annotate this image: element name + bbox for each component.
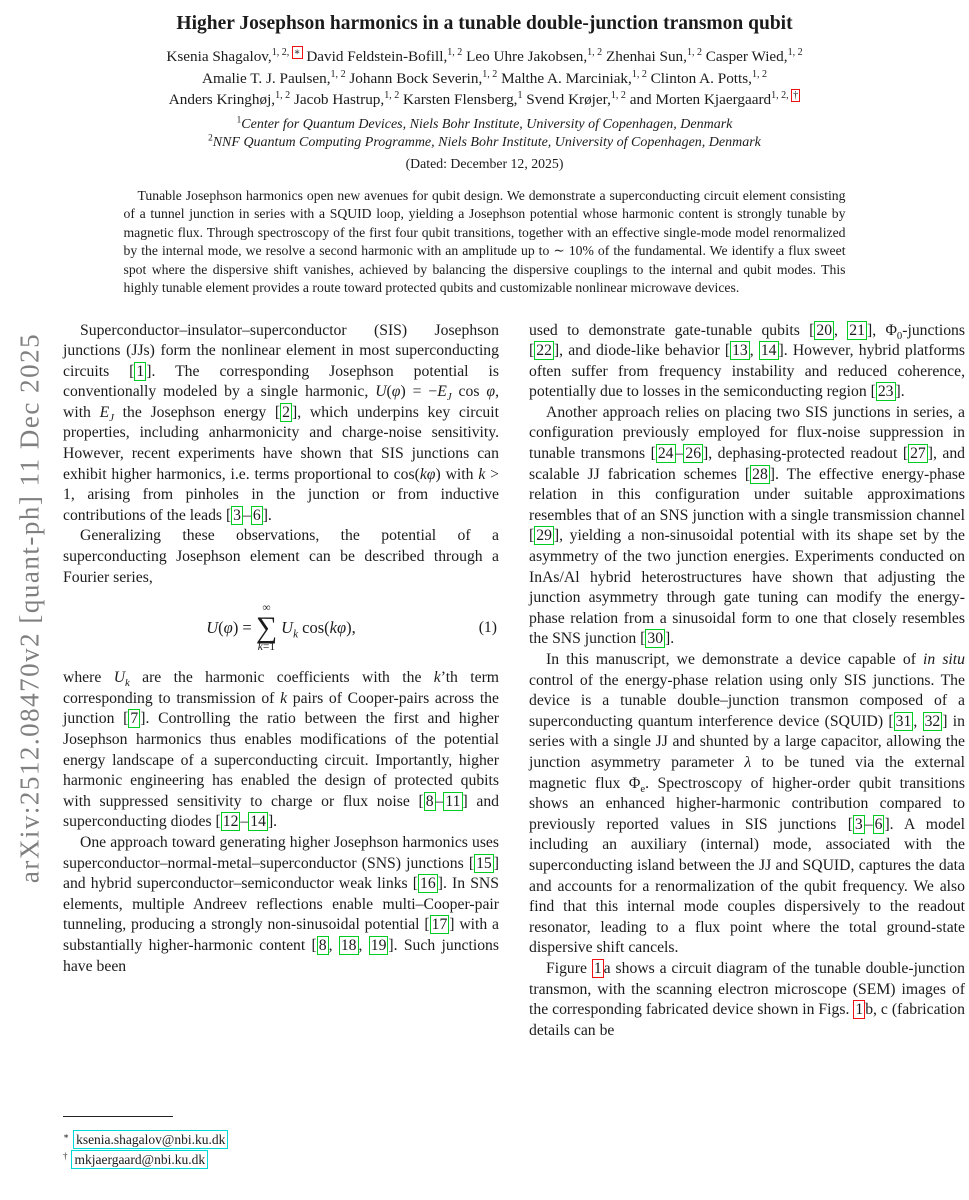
footnote-line xyxy=(63,1150,500,1170)
email-link[interactable]: mkjaergaard@nbi.ku.dk xyxy=(71,1150,208,1169)
citation-link[interactable]: 17 xyxy=(431,916,448,934)
arxiv-watermark xyxy=(15,333,46,883)
email-link[interactable]: ksenia.shagalov@nbi.ku.dk xyxy=(73,1130,228,1149)
italic-text: Center for Quantum Devices, Niels Bohr Institute, University of Copenhagen, Denmark xyxy=(241,116,733,132)
italic-text: in situ xyxy=(923,651,965,668)
figure-ref-link[interactable]: 1 xyxy=(593,959,602,977)
body-paragraph: Generalizing these observations, the potential of a superconducting Josephson element can be described through a Fourier series, xyxy=(63,527,499,586)
affiliation-superscript: 1, 2 xyxy=(587,46,603,58)
citation-link[interactable]: 28 xyxy=(752,465,768,483)
subscript: J xyxy=(446,391,452,404)
citation-link[interactable]: 8 xyxy=(318,936,327,954)
citation-link[interactable]: 1 xyxy=(136,362,145,380)
math-symbol: U xyxy=(281,617,294,637)
affiliation-block xyxy=(0,113,969,153)
citation-link[interactable]: 16 xyxy=(420,875,436,893)
body-paragraph: used to demonstrate gate-tunable qubits [ 20 , 21 ], $\Phi_0$-junctions [ 22 ], and diode-like behavior [ 13 , 14 ]. However, hybrid platforms often suffer from frequency instability and reduced coherence, potentially due to losses in the semiconducting region [ 23 ]. xyxy=(529,321,965,401)
citation-link[interactable]: 19 xyxy=(370,936,387,954)
dated-line: (Dated: December 12, 2025) xyxy=(405,155,564,171)
citation-link[interactable]: 18 xyxy=(340,936,357,954)
affiliation-superscript: 1, 2 xyxy=(482,68,498,80)
author-line: Anders Kringhøj,$^{1, 2}$ Jacob Hastrup,$^{1, 2}$ Karsten Flensberg,$^1$ Svend Krøjer,$^{1, 2}$ and Morten Kjaergaard$^{1, 2,}$ † xyxy=(168,89,799,108)
affiliation-superscript: 2 xyxy=(208,132,213,143)
equation-1 xyxy=(63,597,499,659)
math-symbol: U xyxy=(375,383,387,401)
math-symbol: λ xyxy=(744,753,752,771)
footnote-marker-link[interactable]: ∗ xyxy=(293,46,301,58)
affiliation-superscript: 1, 2 xyxy=(447,46,463,58)
citation-link[interactable]: 8 xyxy=(425,792,434,810)
footnote-rule xyxy=(63,1116,173,1117)
citation-link[interactable]: 3 xyxy=(854,815,863,833)
author-line: Ksenia Shagalov,$^{1, 2,}$ ∗ David Feldstein-Bofill,$^{1, 2}$ Leo Uhre Jakobsen,$^{1, 2}$ Zhenhai Sun,$^{1, 2}$ Casper Wied,$^{1, 2}$ xyxy=(166,46,803,65)
affiliation-superscript: 1, 2 xyxy=(751,68,767,80)
citation-link[interactable]: 24 xyxy=(657,445,674,463)
citation-link[interactable]: 15 xyxy=(476,854,492,872)
citation-link[interactable]: 6 xyxy=(874,815,883,833)
author-line: Amalie T. J. Paulsen,$^{1, 2}$ Johann Bock Severin,$^{1, 2}$ Malthe A. Marciniak,$^{1, 2}$ Clinton A. Potts,$^{1, 2}$ xyxy=(202,68,767,87)
affiliation-superscript: 1, 2, xyxy=(271,46,292,58)
math-symbol: E xyxy=(437,383,447,401)
author-block xyxy=(0,46,969,111)
footnote-marker: ∗ xyxy=(63,1130,70,1141)
body-paragraph: Another approach relies on placing two SIS junctions in series, a configuration previously employed for flux-noise suppression in tunable transmons [ 24 – 26 ], dephasing-protected readout [ 27 ], and scalable JJ fabrication schemes [ 28 ]. The effective energy-phase relation in this configuration under suitable approximations resembles that of an SNS junction with a single transmission channel [ 29 ], yielding a non-sinusoidal potential with its shape set by the asymmetry of the two junction energies. Experiments conducted on InAs/Al hybrid heterostructures have shown that adjusting the junction asymmetry through gate tuning can modify the energy-phase relation from a sinusoidal form to one that closely resembles the SNS junction [ 30 ]. xyxy=(529,403,966,648)
citation-link[interactable]: 13 xyxy=(732,342,748,360)
math-symbol: U xyxy=(206,617,219,637)
two-column-body xyxy=(63,321,965,1042)
math-symbol: U xyxy=(113,669,126,687)
affiliation-superscript: 1, 2 xyxy=(384,89,400,101)
affiliation-superscript: 1 xyxy=(517,89,523,101)
citation-link[interactable]: 12 xyxy=(222,813,239,831)
abstract: Tunable Josephson harmonics open new avenues for qubit design. We demonstrate a superconducting circuit element consisting of a tunnel junction in series with a SQUID loop, yielding a Josephson potential whose harmonic content is strongly tunable by magnetic flux. Through spectroscopy of the first four qubit transitions, together with an effective single-mode model renormalized by the internal mode, we resolve a second harmonic with an amplitude up to ∼ 10% of the fundamental. We identify a flux sweet spot where the dispersive shift vanishes, achieved by balancing the dispersive couplings to the internal and qubit modes. This highly tunable element provides a route toward protected qubits and customizable nonlinear microwave devices. xyxy=(123,187,846,295)
subscript: J xyxy=(109,412,114,425)
citation-link[interactable]: 30 xyxy=(647,630,664,648)
affiliation-superscript: 1 xyxy=(236,113,242,124)
affiliation-superscript: 1, 2 xyxy=(686,46,702,58)
affiliation-line xyxy=(0,134,969,153)
math-symbol: φ xyxy=(223,617,233,637)
math-symbol: k xyxy=(257,640,263,653)
affiliation-superscript: 1, 2 xyxy=(275,89,291,101)
citation-link[interactable]: 6 xyxy=(252,506,261,524)
equation-lhs: U(φ) = xyxy=(206,617,252,637)
citation-link[interactable]: 20 xyxy=(816,321,833,339)
math-symbol: φ xyxy=(391,383,401,401)
citation-link[interactable]: 11 xyxy=(445,792,461,810)
body-paragraph: In this manuscript, we demonstrate a device capable of in situ control of the energy-phase relation using only SIS junctions. The device is a tunable double–junction transmon composed of a superconducting quantum interference device (SQUID) [ 31 , 32 ] in series with a single JJ and shunted by a large capacitor, allowing the junction asymmetry parameter λ to be tuned via the external magnetic flux $\Phi_e$. Spectroscopy of higher-order qubit transitions shows an enhanced higher-harmonic contribution compared to previously reported values in SIS junctions [ 3 – 6 ]. A model including an auxiliary (internal) mode, associated with the superconducting island between the JJ and SQUID, captures the data and accounts for a renormalization of the qubit frequency. We also find that this internal mode couples dispersively to the readout resonator, leading to a flux point where the total ground-state dispersive shift cancels. xyxy=(529,651,965,957)
footnote-marker xyxy=(791,89,800,102)
affiliation-superscript: 1, 2 xyxy=(787,46,803,58)
subscript: k xyxy=(125,677,130,690)
footnote-marker: † xyxy=(63,1150,68,1161)
citation-link[interactable]: 23 xyxy=(877,383,894,401)
body-paragraph: One approach toward generating higher Josephson harmonics uses superconductor–normal-metal–superconductor (SNS) junctions [ 15 ] and hybrid superconductor–semiconductor weak links [ 16 ]. In SNS elements, multiple Andreev reflections enable multi–Cooper-pair tunneling, producing a strongly non-sinusoidal potential [ 17 ] with a substantially higher-harmonic content [ 8 , 18 , 19 ]. Such junctions have been xyxy=(63,833,500,975)
body-paragraph: Figure 1 a shows a circuit diagram of the tunable double-junction transmon, with the scanning electron microscope (SEM) images of the corresponding fabricated device shown in Figs. 1 b, c (fabrication details can be xyxy=(529,959,965,1039)
citation-link[interactable]: 27 xyxy=(910,445,926,463)
equation-body xyxy=(206,602,356,654)
subscript: k xyxy=(293,628,299,641)
citation-link[interactable]: 29 xyxy=(536,527,552,545)
math-symbol: E xyxy=(99,403,110,421)
math-symbol: k xyxy=(433,669,441,687)
paper-title: Higher Josephson harmonics in a tunable double-junction transmon qubit xyxy=(176,13,793,34)
citation-link[interactable]: 21 xyxy=(849,321,865,339)
right-column xyxy=(529,321,965,1042)
equation-rhs: $U_k$ cos(kφ), xyxy=(281,617,356,641)
citation-link[interactable]: 2 xyxy=(282,403,290,421)
left-column xyxy=(63,321,499,1042)
footnotes xyxy=(63,1116,500,1170)
subscript: e xyxy=(640,782,646,795)
footnote-marker-link[interactable]: † xyxy=(793,89,799,101)
italic-text: NNF Quantum Computing Programme, Niels Bohr Institute, University of Copenhagen, Denmark xyxy=(212,135,761,150)
affiliation-superscript: 1, 2, xyxy=(771,89,792,101)
equation-number: (1) xyxy=(478,618,497,636)
sum-upper-limit: ∞ xyxy=(262,602,271,615)
math-symbol: k xyxy=(280,689,288,707)
figure-ref-link[interactable]: 1 xyxy=(855,1001,864,1019)
body-paragraph: where $U_k$ are the harmonic coefficients with the k’th term corresponding to transmission of k pairs of Cooper-pairs across the junction [ 7 ]. Controlling the ratio between the first and higher Josephson harmonics thus enables modifications of the potential energy landscape of a superconducting circuit. Importantly, higher harmonic engineering has enabled the design of protected qubits with suppressed sensitivity to charge or flux noise [ 8 – 11 ] and superconducting diodes [ 12 – 14 ]. xyxy=(63,669,500,831)
citation-link[interactable]: 7 xyxy=(130,710,139,728)
affiliation-superscript: 1, 2 xyxy=(631,68,647,80)
citation-link[interactable]: 14 xyxy=(760,342,777,360)
math-symbol: φ xyxy=(486,383,496,401)
citation-link[interactable]: 14 xyxy=(250,813,266,831)
citation-link[interactable]: 3 xyxy=(233,506,242,524)
footnote-line xyxy=(63,1130,500,1150)
subscript: 0 xyxy=(896,329,903,342)
citation-link[interactable]: 32 xyxy=(924,712,941,730)
affiliation-superscript: 1, 2 xyxy=(330,68,346,80)
citation-link[interactable]: 26 xyxy=(685,445,702,463)
sigma-glyph: ∑ xyxy=(255,611,278,645)
math-symbol: kφ xyxy=(329,617,347,637)
summation-symbol xyxy=(256,602,277,654)
body-paragraph: Superconductor–insulator–superconductor (SIS) Josephson junctions (JJs) form the nonlinear element in most superconducting circuits [ 1 ]. The corresponding Josephson potential is conventionally modeled by a single harmonic, $U(\varphi) = -E_J$ cos φ, with $E_J$ the Josephson energy [ 2 ], which underpins key circuit properties, including anharmonicity and charge-noise sensitivity. However, recent experiments have shown that SIS junctions can exhibit higher harmonics, i.e. terms proportional to cos(kφ) with k > 1, arising from pinholes in the junction or from inductive contributions of the leads [ 3 – 6 ]. xyxy=(63,321,499,524)
citation-link[interactable]: 22 xyxy=(536,342,552,360)
affiliation-superscript: 1, 2 xyxy=(610,89,626,101)
math-symbol: k xyxy=(478,465,486,483)
affiliation-line xyxy=(0,113,969,135)
arxiv-id-text: arXiv:2512.08470v2 [quant-ph] 11 Dec 2025 xyxy=(14,332,45,884)
footnote-marker xyxy=(292,46,303,59)
math-symbol: kφ xyxy=(419,465,436,483)
sum-lower-limit: k=1 xyxy=(257,640,276,653)
citation-link[interactable]: 31 xyxy=(895,712,912,730)
